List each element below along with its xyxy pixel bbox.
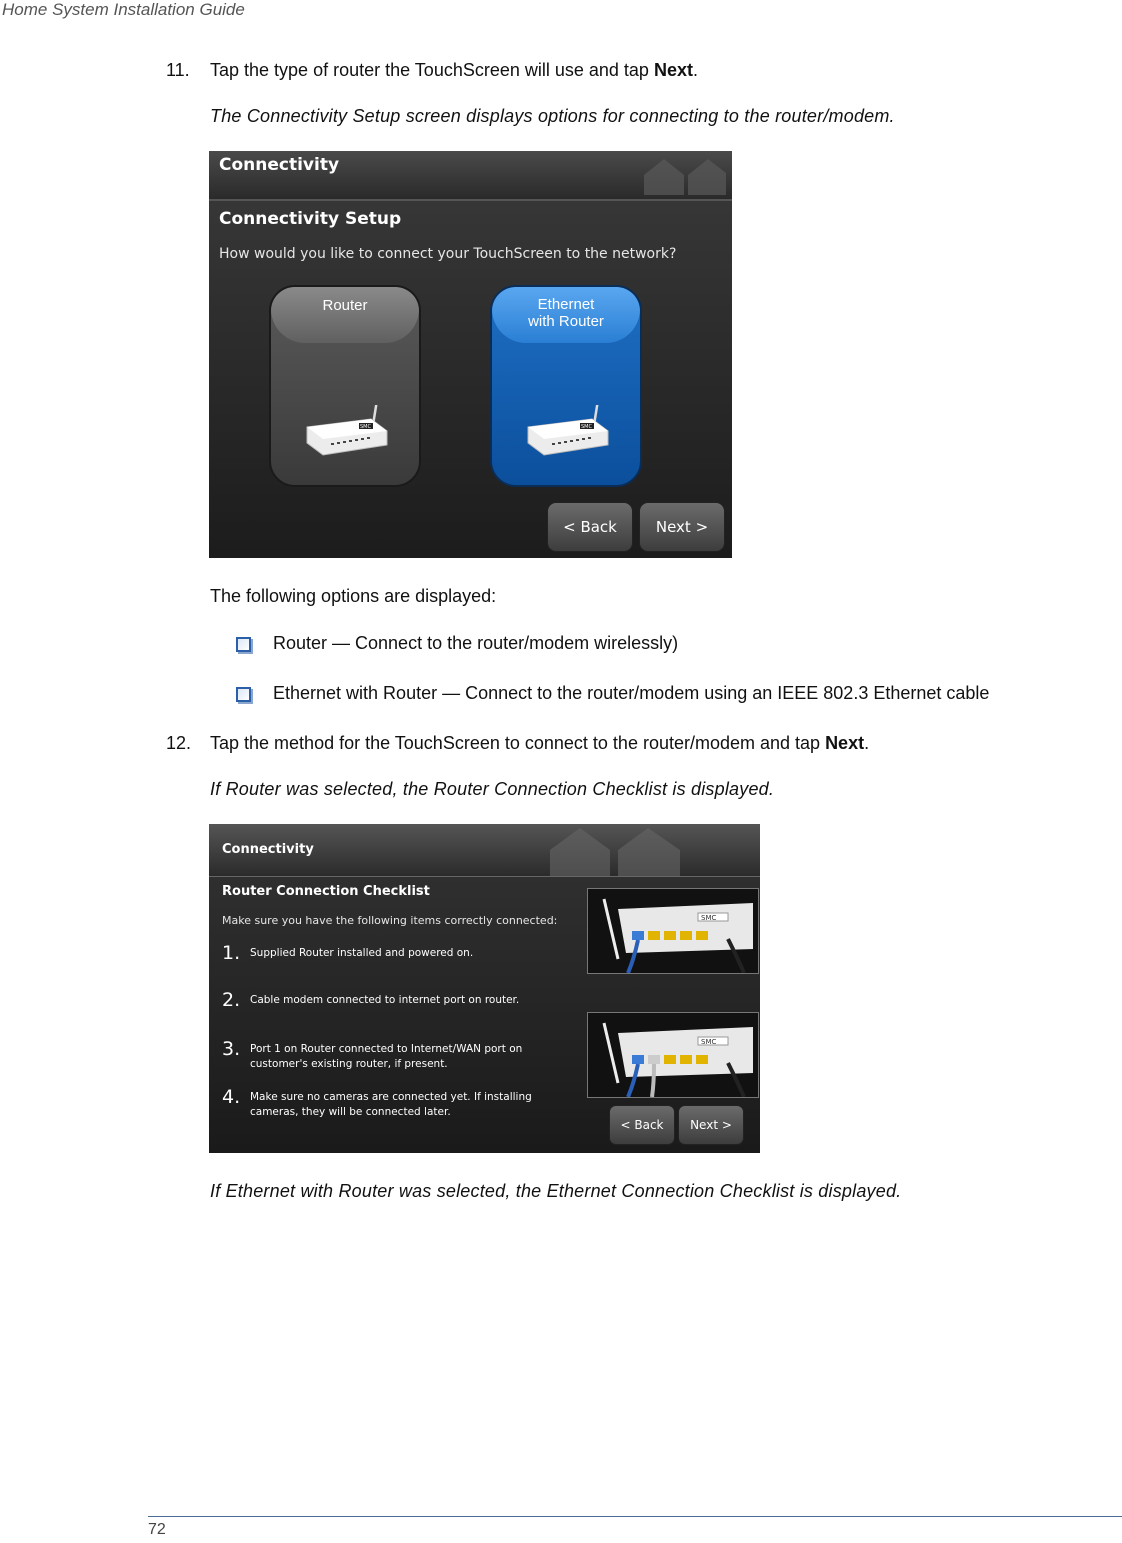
footer-rule [148,1516,1122,1517]
checklist-text: Make sure no cameras are connected yet. If installing cameras, they will be connected later. [250,1091,532,1118]
connectivity-setup-screenshot [209,151,732,558]
step-number: 11. [166,60,190,80]
ethernet-option-label [492,296,640,330]
running-header: Home System Installation Guide [2,0,245,19]
step-text-main: Tap the type of router the TouchScreen will use and tap [210,60,654,80]
step-text [210,58,698,82]
back-button[interactable]: < Back [609,1105,675,1145]
checklist-number: 3. [222,1038,241,1060]
step-12-result: If Router was selected, the Router Connection Checklist is displayed. [210,779,775,799]
screen-title: Connectivity [222,842,314,857]
step-text-bold: Next [825,733,865,753]
step-11-result: The Connectivity Setup screen displays options for connecting to the router/modem. [210,106,895,126]
checklist-text: Supplied Router installed and powered on. [250,947,474,959]
screen-title: Connectivity [219,155,340,175]
ethernet-option-button[interactable] [490,285,642,487]
device-logo-text: SMC [360,424,371,430]
router-option-label: Router [322,297,368,314]
step-text-main: Tap the method for the TouchScreen to connect to the router/modem and tap [210,733,826,753]
checklist-number: 4. [222,1086,241,1108]
house-logo-icon [636,155,726,195]
final-note: If Ethernet with Router was selected, the Ethernet Connection Checklist is displayed. [210,1181,902,1201]
step-text [210,731,869,755]
photo-logo-text: SMC [701,1038,717,1046]
step-text-end: . [692,60,698,80]
page-number: 72 [148,1521,166,1538]
checklist-text: Port 1 on Router connected to Internet/WAN port on customer's existing router, if present. [250,1043,523,1070]
step-text-bold: Next [653,60,693,80]
house-logo-icon [540,824,690,876]
screen-subtitle: Router Connection Checklist [222,884,430,899]
screen-title-bar [209,824,760,877]
screen-subtitle: Connectivity Setup [219,209,402,229]
next-button[interactable]: Next > [639,502,725,552]
step-text-end: . [864,733,870,753]
router-device-icon [301,405,391,459]
next-button[interactable]: Next > [678,1105,744,1145]
device-logo-text: SMC [581,424,592,430]
step-number: 12. [166,733,192,753]
back-button[interactable]: < Back [547,502,633,552]
checklist-number: 1. [222,942,241,964]
checklist-text: Cable modem connected to internet port on router. [250,994,520,1006]
router-ports-icon [588,889,758,973]
checkbox-bullet-icon [236,637,251,652]
router-option-button[interactable] [269,285,421,487]
router-photo-2 [587,1012,759,1098]
checkbox-bullet-icon [236,687,251,702]
option-text: Ethernet with Router — Connect to the router/modem using an IEEE 802.3 Ethernet cable [273,683,990,703]
screen-question: How would you like to connect your TouchScreen to the network? [219,246,677,262]
options-intro: The following options are displayed: [210,586,497,606]
checklist-intro: Make sure you have the following items correctly connected: [222,914,558,927]
router-photo-1 [587,888,759,974]
ethernet-label-line2: with Router [528,313,604,330]
router-device-icon [522,405,612,459]
router-checklist-screenshot [209,824,760,1153]
screen-title-bar [209,151,732,201]
photo-logo-text: SMC [701,914,717,922]
router-ports-icon [588,1013,758,1097]
option-text: Router — Connect to the router/modem wirelessly) [273,633,679,653]
checklist-number: 2. [222,989,241,1011]
option-cap [271,287,419,343]
ethernet-label-line1: Ethernet [537,296,595,313]
